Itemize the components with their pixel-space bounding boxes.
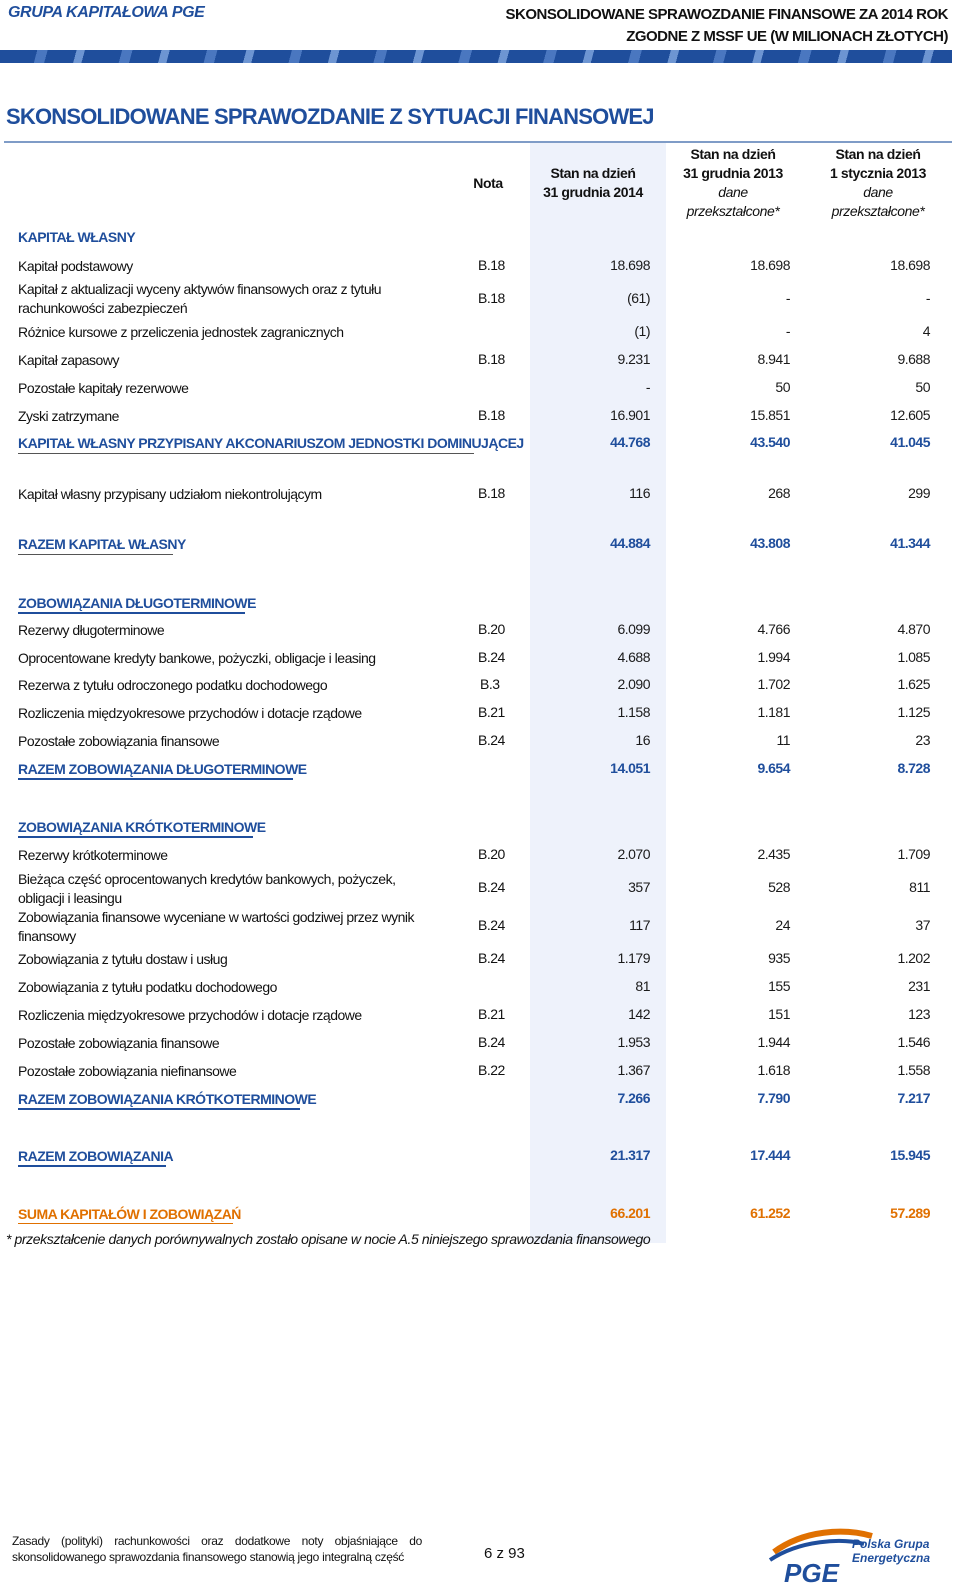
underline bbox=[18, 836, 253, 838]
row-label: RAZEM ZOBOWIĄZANIA bbox=[18, 1148, 174, 1164]
column-header-2014-line1: Stan na dzień bbox=[550, 165, 636, 181]
row-value-2013: 1.944 bbox=[757, 1034, 790, 1050]
column-header-2013-jan-line4: przekształcone* bbox=[831, 203, 925, 219]
row-label: Pozostałe zobowiązania finansowe bbox=[18, 733, 220, 749]
row-value-2014: 81 bbox=[635, 978, 650, 994]
row-value-2013-jan: 1.546 bbox=[897, 1034, 930, 1050]
row-label: Zobowiązania z tytułu podatku dochodowego bbox=[18, 979, 277, 995]
row-value-2013-jan: 123 bbox=[908, 1006, 930, 1022]
row-label: Zyski zatrzymane bbox=[18, 408, 119, 424]
column-header-nota-text: Nota bbox=[473, 175, 503, 191]
row-value-2013: 4.766 bbox=[757, 621, 790, 637]
row-value-2013: 151 bbox=[768, 1006, 790, 1022]
row-label: Zobowiązania z tytułu dostaw i usług bbox=[18, 951, 228, 967]
row-value-2013-jan: 231 bbox=[908, 978, 930, 994]
row-label-line2: obligacji i leasingu bbox=[18, 890, 122, 906]
row-value-2013-jan: 9.688 bbox=[897, 351, 930, 367]
row-value-2013-jan: 57.289 bbox=[890, 1205, 930, 1221]
row-value-2014: 18.698 bbox=[610, 257, 650, 273]
row-value-2013: 9.654 bbox=[757, 760, 790, 776]
row-value-2014: 14.051 bbox=[610, 760, 650, 776]
underline bbox=[18, 1223, 233, 1224]
footer-note: Zasady (polityki) rachunkowości oraz dodatkowe noty objaśniające do skonsolidowanego sprawozdania finansowego stanowią jego integralną część bbox=[12, 1534, 422, 1564]
row-label: Rezerwy krótkoterminowe bbox=[18, 847, 168, 863]
row-value-2013-jan: 4 bbox=[922, 323, 930, 339]
row-value-2014: 21.317 bbox=[610, 1147, 650, 1163]
row-label: Pozostałe kapitały rezerwowe bbox=[18, 380, 189, 396]
row-nota: B.24 bbox=[478, 917, 505, 933]
underline bbox=[18, 778, 293, 780]
row-value-2014: 116 bbox=[629, 485, 650, 501]
header-stripe bbox=[0, 50, 952, 63]
row-label: ZOBOWIĄZANIA KRÓTKOTERMINOWE bbox=[18, 819, 266, 835]
column-header-nota bbox=[462, 174, 514, 193]
row-label: SUMA KAPITAŁÓW I ZOBOWIĄZAŃ bbox=[18, 1206, 241, 1222]
row-value-2014: 7.266 bbox=[617, 1090, 650, 1106]
row-value-2013-jan: 1.202 bbox=[897, 950, 930, 966]
row-value-2013-jan: 41.045 bbox=[890, 434, 930, 450]
row-value-2013-jan: 1.558 bbox=[897, 1062, 930, 1078]
row-value-2013: 15.851 bbox=[750, 407, 790, 423]
row-nota: B.20 bbox=[478, 621, 505, 637]
row-label: RAZEM ZOBOWIĄZANIA KRÓTKOTERMINOWE bbox=[18, 1091, 317, 1107]
underline bbox=[18, 554, 173, 555]
underline bbox=[18, 612, 245, 614]
row-nota: B.24 bbox=[478, 649, 505, 665]
row-value-2014: 66.201 bbox=[610, 1205, 650, 1221]
row-label-line2: finansowy bbox=[18, 928, 76, 944]
row-nota: B.3 bbox=[480, 676, 500, 692]
underline bbox=[18, 453, 474, 454]
row-value-2013-jan: 811 bbox=[909, 879, 930, 895]
row-label: Pozostałe zobowiązania finansowe bbox=[18, 1035, 220, 1051]
page-header bbox=[0, 0, 960, 64]
row-value-2013-jan: - bbox=[925, 290, 930, 306]
row-value-2013: 1.618 bbox=[757, 1062, 790, 1078]
row-value-2013: 24 bbox=[775, 917, 790, 933]
column-header-2013-line4: przekształcone* bbox=[686, 203, 780, 219]
row-value-2013-jan: 18.698 bbox=[890, 257, 930, 273]
column-header-2013 bbox=[668, 145, 798, 221]
row-value-2013-jan: 4.870 bbox=[897, 621, 930, 637]
row-value-2013: 155 bbox=[768, 978, 790, 994]
row-value-2013-jan: 1.085 bbox=[897, 649, 930, 665]
row-label-line2: rachunkowości zabezpieczeń bbox=[18, 300, 188, 316]
row-value-2014: - bbox=[645, 379, 650, 395]
row-nota: B.21 bbox=[478, 704, 505, 720]
row-value-2013-jan: 7.217 bbox=[897, 1090, 930, 1106]
column-header-2014-line2: 31 grudnia 2014 bbox=[543, 184, 643, 200]
row-nota: B.24 bbox=[478, 1034, 505, 1050]
row-label: Kapitał własny przypisany udziałom niekontrolującym bbox=[18, 486, 322, 502]
row-label: Kapitał z aktualizacji wyceny aktywów finansowych oraz z tytułu bbox=[18, 281, 382, 297]
row-nota: B.24 bbox=[478, 732, 505, 748]
row-label: Bieżąca część oprocentowanych kredytów bankowych, pożyczek, bbox=[18, 871, 396, 887]
company-name: GRUPA KAPITAŁOWA PGE bbox=[8, 4, 205, 21]
row-label: ZOBOWIĄZANIA DŁUGOTERMINOWE bbox=[18, 595, 256, 611]
row-value-2014: 16 bbox=[635, 732, 650, 748]
column-header-2013-jan-line3: dane bbox=[863, 184, 893, 200]
underline bbox=[18, 1108, 300, 1110]
logo-mark: PGE bbox=[784, 1558, 839, 1586]
column-highlight bbox=[530, 143, 666, 1243]
row-nota: B.18 bbox=[478, 407, 505, 423]
row-value-2013: 61.252 bbox=[750, 1205, 790, 1221]
row-value-2013: 268 bbox=[768, 485, 790, 501]
row-value-2013: 11 bbox=[776, 732, 790, 748]
report-title-line2: ZGODNE Z MSSF UE (W MILIONACH ZŁOTYCH) bbox=[626, 28, 948, 45]
row-value-2014: (1) bbox=[634, 323, 650, 339]
row-value-2013: - bbox=[785, 290, 790, 306]
row-label: Rozliczenia międzyokresowe przychodów i dotacje rządowe bbox=[18, 1007, 362, 1023]
row-value-2014: (61) bbox=[627, 290, 650, 306]
row-value-2014: 9.231 bbox=[617, 351, 650, 367]
row-value-2013-jan: 12.605 bbox=[890, 407, 930, 423]
row-value-2014: 1.158 bbox=[617, 704, 650, 720]
row-value-2014: 117 bbox=[629, 917, 650, 933]
row-label: KAPITAŁ WŁASNY bbox=[18, 229, 136, 245]
column-header-2013-jan-line2: 1 stycznia 2013 bbox=[830, 165, 926, 181]
row-nota: B.24 bbox=[478, 950, 505, 966]
row-value-2013: 17.444 bbox=[750, 1147, 790, 1163]
row-value-2014: 4.688 bbox=[617, 649, 650, 665]
row-value-2013: 7.790 bbox=[757, 1090, 790, 1106]
row-nota: B.18 bbox=[478, 485, 505, 501]
underline bbox=[18, 1165, 166, 1167]
row-value-2013: 43.808 bbox=[750, 535, 790, 551]
row-value-2013-jan: 1.625 bbox=[897, 676, 930, 692]
logo-wordmark bbox=[852, 1537, 930, 1565]
row-value-2014: 1.179 bbox=[617, 950, 650, 966]
row-value-2013: 50 bbox=[775, 379, 790, 395]
row-nota: B.24 bbox=[478, 879, 505, 895]
row-label: Kapitał zapasowy bbox=[18, 352, 119, 368]
column-header-2013-line1: Stan na dzień bbox=[690, 146, 776, 162]
row-value-2013-jan: 8.728 bbox=[897, 760, 930, 776]
row-nota: B.18 bbox=[478, 257, 505, 273]
row-label: Rozliczenia międzyokresowe przychodów i dotacje rządowe bbox=[18, 705, 362, 721]
row-label: KAPITAŁ WŁASNY PRZYPISANY AKCONARIUSZOM JEDNOSTKI DOMINUJĄCEJ bbox=[18, 435, 524, 451]
row-value-2014: 44.768 bbox=[610, 434, 650, 450]
row-value-2013-jan: 41.344 bbox=[890, 535, 930, 551]
report-title bbox=[506, 4, 949, 48]
row-label: RAZEM ZOBOWIĄZANIA DŁUGOTERMINOWE bbox=[18, 761, 307, 777]
column-header-2014 bbox=[530, 164, 656, 202]
row-label: Rezerwy długoterminowe bbox=[18, 622, 165, 638]
row-value-2013: 43.540 bbox=[750, 434, 790, 450]
row-value-2013: 528 bbox=[768, 879, 790, 895]
footnote: * przekształcenie danych porównywalnych zostało opisane w nocie A.5 niniejszego sprawozdania finansowego bbox=[6, 1231, 651, 1247]
row-label: RAZEM KAPITAŁ WŁASNY bbox=[18, 536, 186, 552]
row-value-2013-jan: 50 bbox=[915, 379, 930, 395]
page-number: 6 z 93 bbox=[484, 1545, 525, 1562]
row-value-2014: 44.884 bbox=[610, 535, 650, 551]
row-value-2013-jan: 37 bbox=[915, 917, 930, 933]
row-label: Oprocentowane kredyty bankowe, pożyczki, obligacje i leasing bbox=[18, 650, 376, 666]
row-value-2013: 8.941 bbox=[757, 351, 790, 367]
column-header-2013-jan bbox=[808, 145, 948, 221]
logo-line2: Energetyczna bbox=[852, 1551, 931, 1565]
row-value-2013: 2.435 bbox=[757, 846, 790, 862]
row-nota: B.18 bbox=[478, 290, 505, 306]
row-value-2014: 1.367 bbox=[617, 1062, 650, 1078]
report-title-line1: SKONSOLIDOWANE SPRAWOZDANIE FINANSOWE ZA 2014 ROK bbox=[505, 6, 948, 23]
row-value-2013-jan: 23 bbox=[915, 732, 930, 748]
page-title: SKONSOLIDOWANE SPRAWOZDANIE Z SYTUACJI FINANSOWEJ bbox=[6, 104, 654, 129]
row-value-2013: 1.181 bbox=[757, 704, 790, 720]
logo-line1: Polska Grupa bbox=[852, 1537, 930, 1551]
row-label: Różnice kursowe z przeliczenia jednostek zagranicznych bbox=[18, 324, 344, 340]
row-value-2013-jan: 1.125 bbox=[897, 704, 930, 720]
row-value-2014: 1.953 bbox=[617, 1034, 650, 1050]
row-value-2014: 2.090 bbox=[617, 676, 650, 692]
row-label: Rezerwa z tytułu odroczonego podatku dochodowego bbox=[18, 677, 328, 693]
row-value-2013-jan: 15.945 bbox=[890, 1147, 930, 1163]
row-value-2014: 2.070 bbox=[617, 846, 650, 862]
row-value-2013-jan: 1.709 bbox=[897, 846, 930, 862]
title-divider bbox=[4, 141, 952, 143]
column-header-2013-line2: 31 grudnia 2013 bbox=[683, 165, 783, 181]
row-value-2013: - bbox=[785, 323, 790, 339]
row-nota: B.20 bbox=[478, 846, 505, 862]
row-value-2014: 142 bbox=[628, 1006, 650, 1022]
column-header-2013-jan-line1: Stan na dzień bbox=[835, 146, 921, 162]
row-nota: B.22 bbox=[478, 1062, 505, 1078]
row-value-2013: 1.994 bbox=[757, 649, 790, 665]
row-value-2013: 935 bbox=[768, 950, 790, 966]
row-value-2013: 18.698 bbox=[750, 257, 790, 273]
row-value-2014: 16.901 bbox=[610, 407, 650, 423]
column-header-2013-line3: dane bbox=[718, 184, 748, 200]
row-label: Kapitał podstawowy bbox=[18, 258, 133, 274]
row-nota: B.18 bbox=[478, 351, 505, 367]
row-label: Zobowiązania finansowe wyceniane w wartości godziwej przez wynik bbox=[18, 909, 414, 925]
row-value-2014: 357 bbox=[628, 879, 650, 895]
row-value-2014: 6.099 bbox=[617, 621, 650, 637]
row-value-2013-jan: 299 bbox=[908, 485, 930, 501]
row-value-2013: 1.702 bbox=[757, 676, 790, 692]
row-label: Pozostałe zobowiązania niefinansowe bbox=[18, 1063, 237, 1079]
row-nota: B.21 bbox=[478, 1006, 505, 1022]
